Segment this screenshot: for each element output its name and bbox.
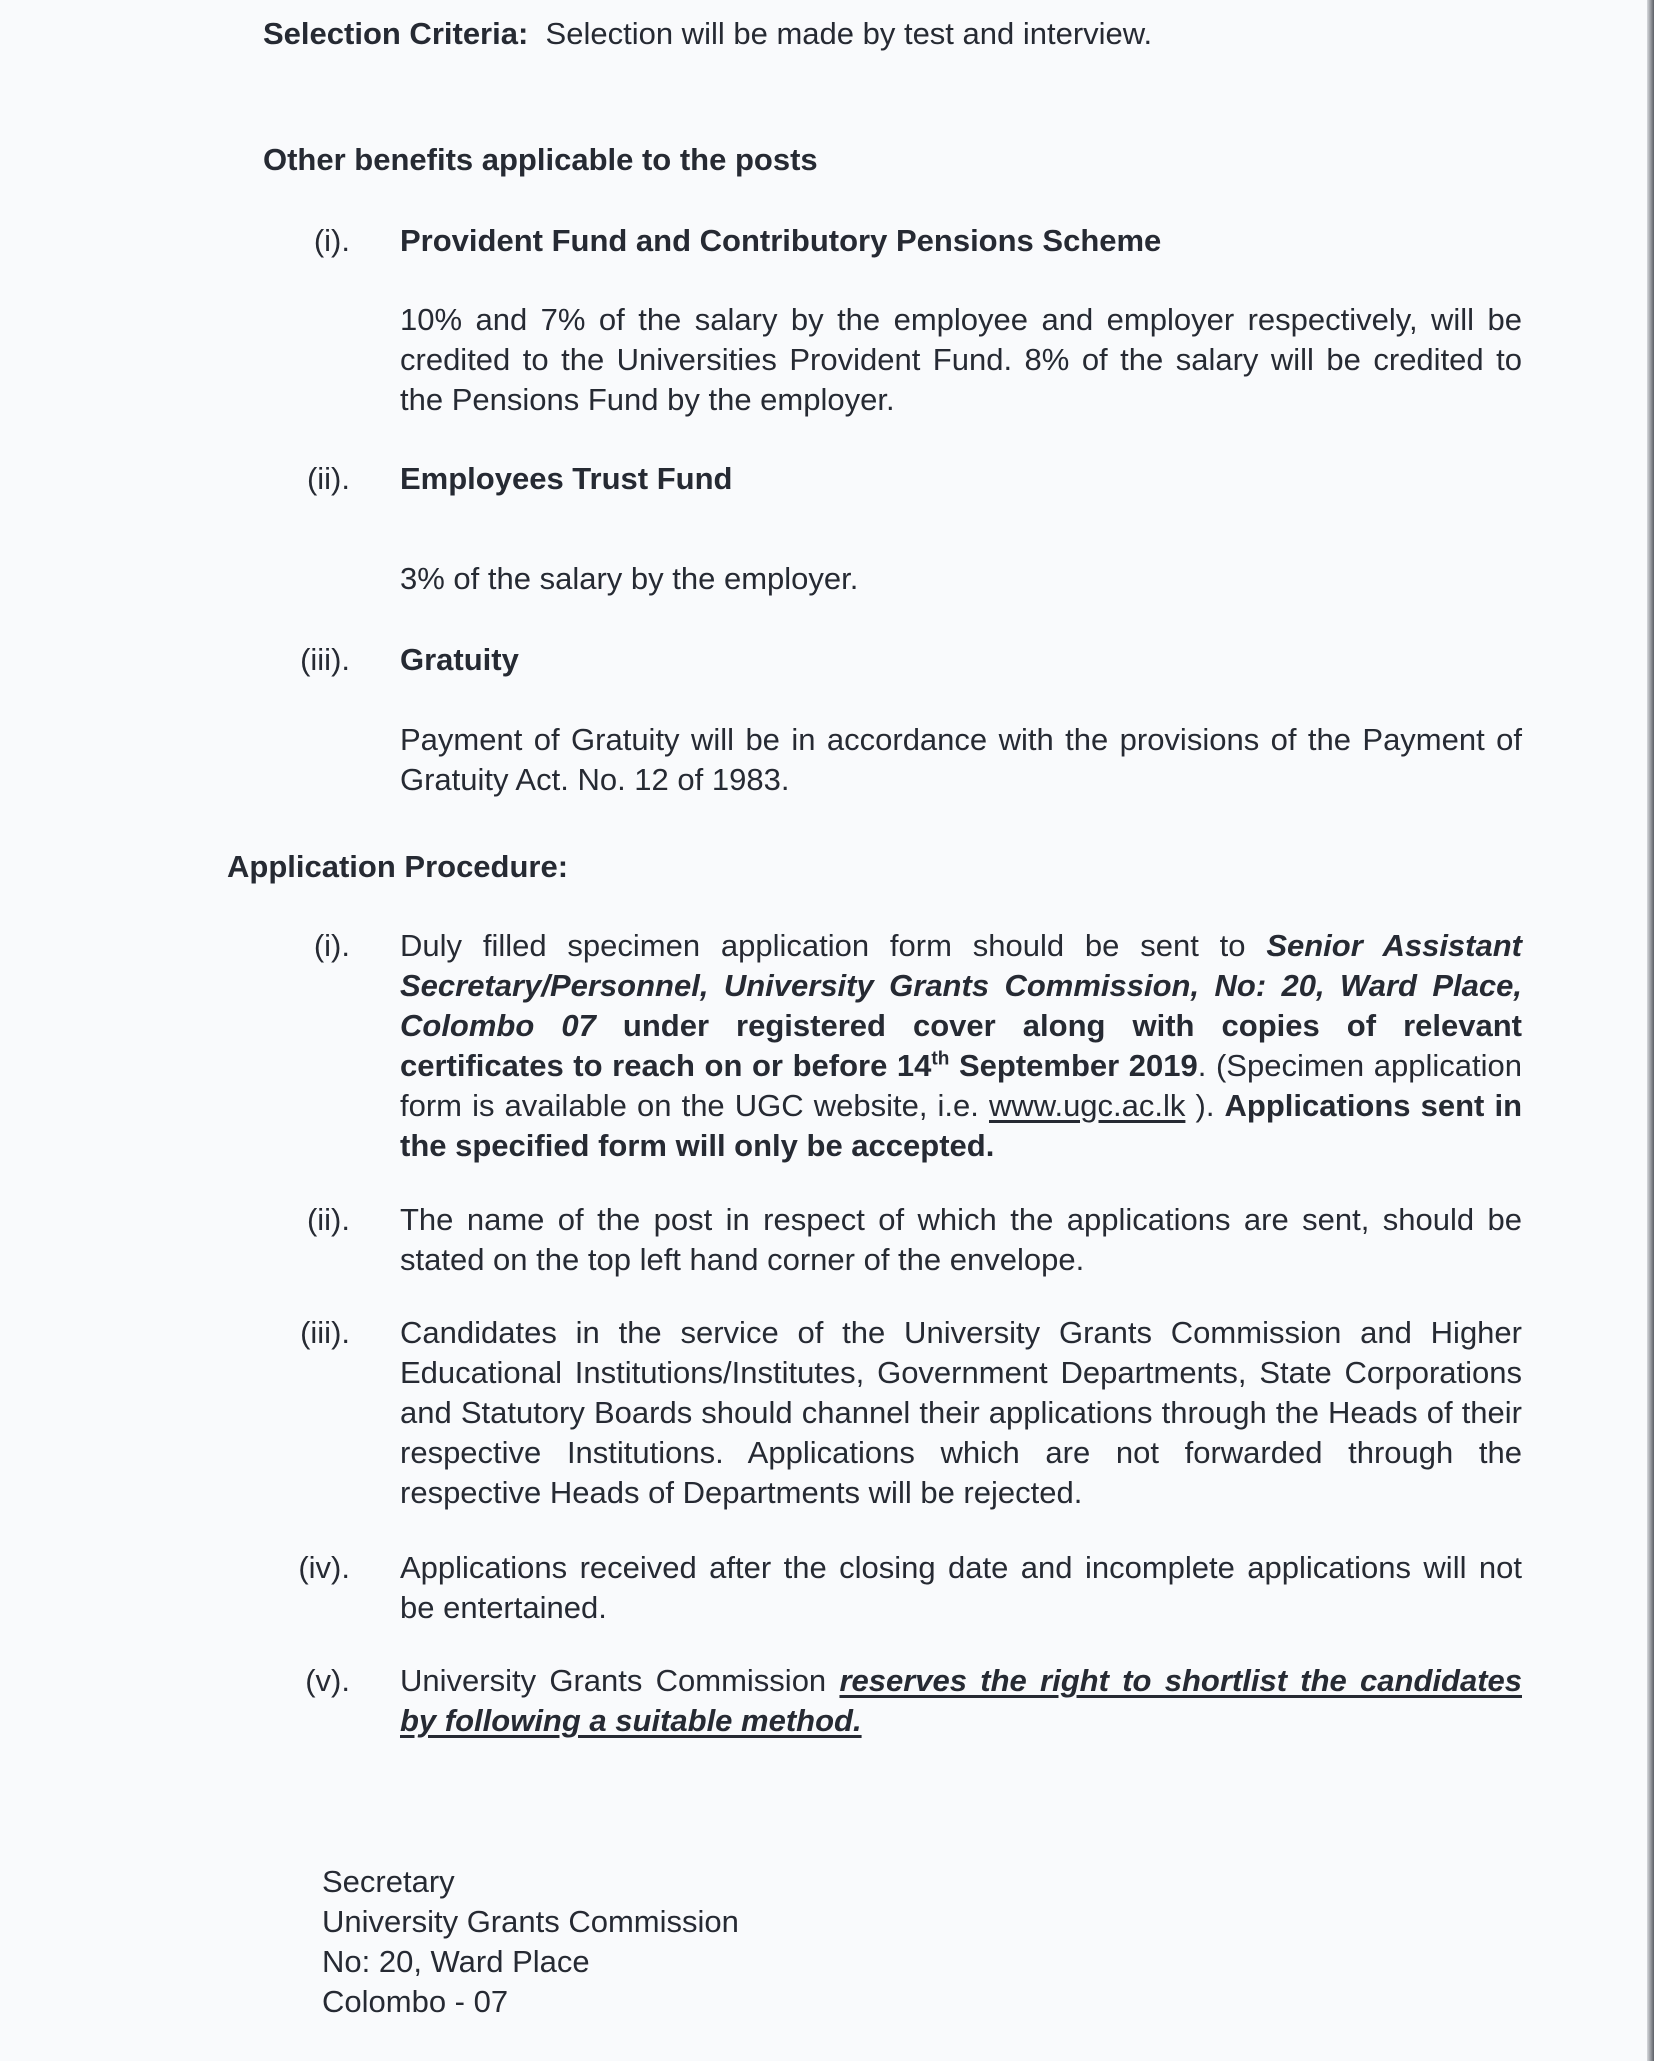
application-5-number: (v).: [305, 1663, 350, 1698]
benefit-2-number: (ii).: [306, 461, 350, 496]
application-5-text-b: reserves the right to shortlist the candidates by following a suitable method.: [400, 1663, 1522, 1738]
selection-criteria-text: Selection will be made by test and interview.: [545, 16, 1153, 51]
signature-line-organization: University Grants Commission: [322, 1904, 739, 1939]
benefit-3-text: Payment of Gratuity will be in accordance with the provisions of the Payment of Gratuity Act. No. 12 of 1983.: [400, 722, 1522, 797]
application-1-text-b: under registered cover along with copies of relevant certificates to reach on or before 14: [400, 1008, 1522, 1083]
application-4-number: (iv).: [298, 1550, 350, 1585]
benefit-2-text: 3% of the salary by the employer.: [400, 561, 859, 596]
signature-line-city: Colombo - 07: [322, 1984, 509, 2019]
benefit-2-title: Employees Trust Fund: [400, 461, 733, 496]
application-1-sup: th: [931, 1048, 950, 1070]
application-heading: Application Procedure:: [227, 849, 569, 884]
benefit-1-text: 10% and 7% of the salary by the employee and employer respectively, will be credited to the Universities Provident Fund. 8% of the salary will be credited to the Pensions Fund by the employer.: [400, 302, 1522, 417]
signature-line-street: No: 20, Ward Place: [322, 1944, 590, 1979]
application-1-text-d: . (Specimen application form is available on the UGC website, i.e.: [400, 1048, 1522, 1123]
ugc-website-link[interactable]: www.ugc.ac.lk: [989, 1088, 1186, 1123]
application-1-text-c: September 2019: [949, 1048, 1198, 1083]
application-1-text: [400, 926, 1522, 1166]
application-1-text-a: Duly filled specimen application form should be sent to: [400, 928, 1267, 963]
signature-block: [322, 1862, 1022, 2022]
application-4-text: Applications received after the closing date and incomplete applications will not be entertained.: [400, 1550, 1522, 1625]
application-5-text-a: University Grants Commission: [400, 1663, 840, 1698]
benefit-3-number: (iii).: [300, 642, 350, 677]
application-2-text: The name of the post in respect of which the applications are sent, should be stated on the top left hand corner of the envelope.: [400, 1202, 1522, 1277]
benefit-3-title: Gratuity: [400, 642, 519, 677]
application-1-text-e: ).: [1185, 1088, 1225, 1123]
page-edge-shadow: [1647, 0, 1654, 2061]
application-3-text: Candidates in the service of the University Grants Commission and Higher Educational Institutions/Institutes, Government Departments, State Corporations and Statutory Boards should channel their applications through the Heads of their respective Institutions. Applications which are not forwarded through the respective Heads of Departments will be rejected.: [400, 1315, 1522, 1510]
application-5-text: [400, 1661, 1522, 1741]
benefit-1-title: Provident Fund and Contributory Pensions Scheme: [400, 223, 1162, 258]
selection-criteria-label: Selection Criteria:: [263, 16, 529, 51]
signature-line-title: Secretary: [322, 1864, 455, 1899]
application-2-number: (ii).: [306, 1202, 350, 1237]
benefits-heading: Other benefits applicable to the posts: [263, 142, 818, 177]
selection-criteria: [263, 14, 1533, 54]
application-1-address: Senior Assistant Secretary/Personnel, University Grants Commission, No: 20, Ward Place, Colombo 07: [400, 928, 1522, 1043]
application-1-number: (i).: [313, 928, 350, 963]
benefit-1-number: (i).: [313, 223, 350, 258]
application-1-text-f: Applications sent in the specified form will only be accepted.: [400, 1088, 1523, 1163]
application-3-number: (iii).: [300, 1315, 350, 1350]
